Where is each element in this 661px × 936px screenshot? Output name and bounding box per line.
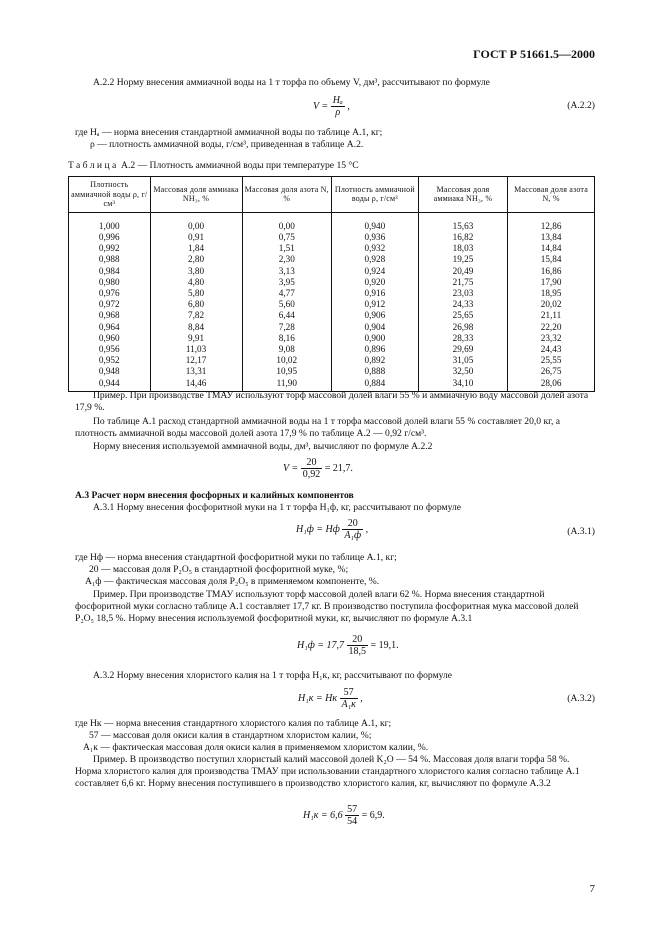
- table-cell: 11,90: [242, 378, 331, 392]
- formula-example1-fraction: [301, 457, 323, 480]
- definition-a1k: A₁к — фактическая массовая доля окиси калия в применяемом хлористом калии, %.: [83, 741, 429, 753]
- table-cell: 14,46: [150, 378, 242, 392]
- table-cell: 16,86: [508, 266, 595, 277]
- table-cell: 2,30: [242, 254, 331, 265]
- table-cell: 6,80: [150, 299, 242, 310]
- example1-p3: Норму внесения используемой аммиачной воды, дм³, вычисляют по формуле А.2.2: [93, 441, 433, 452]
- formula-a31-lhs: H₁ф = Hф: [296, 523, 340, 535]
- table-row: [69, 322, 595, 333]
- table-cell: 15,84: [508, 254, 595, 265]
- table-cell: 0,996: [69, 232, 151, 243]
- formula-a32-lhs: H₁к = Hк: [298, 692, 338, 704]
- formula-example2-lhs: H₁ф = 17,7: [297, 639, 345, 651]
- definition-hf: где Hф — норма внесения стандартной фосфоритной муки по таблице А.1, кг;: [75, 552, 397, 563]
- table-row: [69, 232, 595, 243]
- table-cell: 0,984: [69, 266, 151, 277]
- table-cell: 18,95: [508, 288, 595, 299]
- table-cell: 8,84: [150, 322, 242, 333]
- table-cell: 25,65: [418, 310, 507, 321]
- formula-example2-fraction: [347, 634, 369, 657]
- formula-example3-denominator: 54: [347, 816, 358, 827]
- table-cell: 8,16: [242, 333, 331, 344]
- table-cell: 0,916: [331, 288, 418, 299]
- table-cell: 24,43: [508, 344, 595, 355]
- table-row: [69, 355, 595, 366]
- table-cell: 1,84: [150, 243, 242, 254]
- section-a31-definitions: [75, 552, 595, 588]
- section-a32-text: А.3.2 Норму внесения хлористого калия на 1 т торфа H₁к, кг, рассчитывают по формуле: [93, 670, 453, 681]
- table-header-5: Массовая доля аммиака NH₃, %: [418, 177, 507, 213]
- formula-example2-rhs: = 19,1.: [370, 639, 399, 651]
- table-cell: 14,84: [508, 243, 595, 254]
- table-row: [69, 299, 595, 310]
- table-row: [69, 366, 595, 377]
- table-row: [69, 277, 595, 288]
- table-caption-text: А.2 — Плотность аммиачной воды при температуре 15 °С: [121, 160, 359, 171]
- table-row: [69, 212, 595, 232]
- table-cell: 13,84: [508, 232, 595, 243]
- table-cell: 13,31: [150, 366, 242, 377]
- table-header-4: Плотность аммиачной воды ρ, г/см³: [331, 177, 418, 213]
- table-cell: 0,924: [331, 266, 418, 277]
- formula-example3-fraction: [345, 804, 359, 827]
- table-header-6: Массовая доля азота N, %: [508, 177, 595, 213]
- table-cell: 0,884: [331, 378, 418, 392]
- formula-example3-lhs: H₁к = 6,6: [303, 809, 343, 821]
- example2-text: Пример. При производстве ТМАУ используют торф массовой долей влаги 62 %. Норма внесения стандартной фосфоритной муки согласно таблице А.1 составляет 17,7 кг. В производство поступила фосфоритная мука массовой долей P₂O₅ 18,5 %. Норму внесения используемой фосфоритной муки, кг, вычисляют по формуле А.3.1: [75, 589, 579, 624]
- table-cell: 24,33: [418, 299, 507, 310]
- table-row: [69, 266, 595, 277]
- table-cell: 1,51: [242, 243, 331, 254]
- table-cell: 31,05: [418, 355, 507, 366]
- formula-example3-numerator: 57: [347, 804, 358, 815]
- table-row: [69, 344, 595, 355]
- formula-a31-fraction: [342, 518, 363, 541]
- formula-a22-fraction: [331, 95, 345, 118]
- table-row: [69, 333, 595, 344]
- table-cell: 0,940: [331, 212, 418, 232]
- table-cell: 0,976: [69, 288, 151, 299]
- table-cell: 29,69: [418, 344, 507, 355]
- table-cell: 7,28: [242, 322, 331, 333]
- table-cell: 0,936: [331, 232, 418, 243]
- table-cell: 0,944: [69, 378, 151, 392]
- table-cell: 26,75: [508, 366, 595, 377]
- definition-ha: где Hₐ — норма внесения стандартной аммиачной воды по таблице А.1, кг;: [75, 127, 383, 138]
- definition-a1f: A₁ф — фактическая массовая доля P₂O₅ в применяемом компоненте, %.: [85, 575, 380, 587]
- table-cell: 26,98: [418, 322, 507, 333]
- document-id: ГОСТ Р 51661.5—2000: [473, 47, 595, 61]
- formula-a32: [298, 687, 363, 710]
- table-cell: 28,06: [508, 378, 595, 392]
- table-cell: 16,82: [418, 232, 507, 243]
- table-row: [69, 310, 595, 321]
- formula-example1-numerator: 20: [301, 457, 323, 469]
- formula-a22-denominator: ρ: [335, 107, 341, 118]
- table-cell: 0,992: [69, 243, 151, 254]
- table-cell: 9,91: [150, 333, 242, 344]
- formula-example3-rhs: = 6,9.: [361, 809, 385, 821]
- table-cell: 1,000: [69, 212, 151, 232]
- table-cell: 34,10: [418, 378, 507, 392]
- definition-57: 57 — массовая доля окиси калия в стандартном хлористом калии, %;: [89, 729, 372, 741]
- table-cell: 0,920: [331, 277, 418, 288]
- formula-a22-number: (А.2.2): [567, 100, 595, 111]
- table-cell: 0,968: [69, 310, 151, 321]
- table-cell: 5,80: [150, 288, 242, 299]
- table-cell: 0,928: [331, 254, 418, 265]
- section-a22-definitions: [75, 127, 595, 151]
- section-a31-text: А.3.1 Норму внесения фосфоритной муки на 1 т торфа H₁ф, кг, рассчитывают по формуле: [93, 502, 461, 513]
- table-header-2: Массовая доля аммиака NH₃, %: [150, 177, 242, 213]
- formula-a31-numerator: 20: [342, 518, 363, 530]
- table-cell: 0,932: [331, 243, 418, 254]
- table-cell: 3,95: [242, 277, 331, 288]
- table-header-row: [69, 177, 595, 213]
- formula-a32-number: (А.3.2): [567, 693, 595, 704]
- table-cell: 0,904: [331, 322, 418, 333]
- table-cell: 12,86: [508, 212, 595, 232]
- table-cell: 0,888: [331, 366, 418, 377]
- table-cell: 18,03: [418, 243, 507, 254]
- formula-example1-lhs: V =: [283, 462, 299, 474]
- section-a22-text: А.2.2 Норму внесения аммиачной воды на 1 т торфа по объему V, дм³, рассчитывают по формуле: [93, 77, 490, 88]
- table-cell: 0,988: [69, 254, 151, 265]
- definition-20: 20 — массовая доля P₂O₅ в стандартной фосфоритной муке, %;: [89, 563, 349, 575]
- table-cell: 0,948: [69, 366, 151, 377]
- table-cell: 3,13: [242, 266, 331, 277]
- table-cell: 4,77: [242, 288, 331, 299]
- definition-rho: ρ — плотность аммиачной воды, г/см³, приведенная в таблице А.2.: [90, 138, 364, 150]
- formula-example1-rhs: = 21,7.: [324, 462, 353, 474]
- table-cell: 7,82: [150, 310, 242, 321]
- example1-p1: Пример. При производстве ТМАУ используют торф массовой долей влаги 55 % и аммиачную воду массовой долей азота 17,9 %.: [75, 390, 589, 413]
- table-cell: 23,32: [508, 333, 595, 344]
- table-cell: 10,95: [242, 366, 331, 377]
- table-cell: 0,00: [150, 212, 242, 232]
- table-cell: 0,896: [331, 344, 418, 355]
- formula-example3: [303, 804, 385, 827]
- formula-example1: [283, 457, 353, 480]
- density-table: [68, 176, 595, 392]
- table-cell: 0,912: [331, 299, 418, 310]
- table-cell: 4,80: [150, 277, 242, 288]
- table-cell: 20,02: [508, 299, 595, 310]
- formula-example1-denominator: 0,92: [302, 469, 321, 480]
- table-cell: 15,63: [418, 212, 507, 232]
- table-caption-word: Таблица: [68, 160, 119, 171]
- table-cell: 0,00: [242, 212, 331, 232]
- formula-a32-fraction: [340, 687, 358, 710]
- table-cell: 11,03: [150, 344, 242, 355]
- table-row: [69, 288, 595, 299]
- formula-a32-denominator: A₁к: [341, 699, 356, 710]
- formula-a22-lhs: V =: [313, 100, 329, 112]
- formula-example2: [297, 634, 399, 657]
- formula-a32-numerator: 57: [340, 687, 358, 699]
- table-cell: 25,55: [508, 355, 595, 366]
- table-cell: 0,964: [69, 322, 151, 333]
- table-row: [69, 254, 595, 265]
- table-cell: 6,44: [242, 310, 331, 321]
- formula-example2-numerator: 20: [347, 634, 369, 646]
- table-header-3: Массовая доля азота N, %: [242, 177, 331, 213]
- formula-a31-number: (А.3.1): [567, 526, 595, 537]
- table-cell: 0,75: [242, 232, 331, 243]
- table-cell: 10,02: [242, 355, 331, 366]
- table-cell: 3,80: [150, 266, 242, 277]
- table-cell: 0,960: [69, 333, 151, 344]
- page-number: 7: [589, 883, 595, 895]
- table-cell: 28,33: [418, 333, 507, 344]
- section-a32-definitions: [75, 718, 595, 754]
- table-cell: 0,900: [331, 333, 418, 344]
- section-a3-heading: А.3 Расчет норм внесения фосфорных и калийных компонентов: [75, 490, 354, 501]
- table-body: [69, 212, 595, 391]
- table-cell: 32,50: [418, 366, 507, 377]
- table-cell: 21,11: [508, 310, 595, 321]
- formula-a31: [296, 518, 368, 541]
- table-header-1: Плотность аммиачной воды ρ, г/см³: [69, 177, 151, 213]
- formula-a31-tail: ,: [365, 523, 369, 535]
- table-caption: [68, 160, 359, 172]
- example1-p2: По таблице А.1 расход стандартной аммиачной воды на 1 т торфа массовой долей влаги 55 % составляет 20,0 кг, а плотность аммиачной воды массовой долей азота 17,9 % по таблице А.2 — 0,92 г/см³.: [75, 416, 561, 439]
- table-cell: 22,20: [508, 322, 595, 333]
- formula-example2-denominator: 18,5: [348, 646, 367, 657]
- table-cell: 17,90: [508, 277, 595, 288]
- table-cell: 23,03: [418, 288, 507, 299]
- table-cell: 19,25: [418, 254, 507, 265]
- table-cell: 20,49: [418, 266, 507, 277]
- formula-a22-tail: ,: [347, 100, 350, 112]
- table-cell: 5,60: [242, 299, 331, 310]
- table-row: [69, 243, 595, 254]
- table-cell: 0,972: [69, 299, 151, 310]
- table-cell: 0,952: [69, 355, 151, 366]
- formula-a22-numerator: Hₐ: [332, 95, 343, 106]
- example3-text: Пример. В производство поступил хлористый калий массовой долей K₂O — 54 %. Массовая доля влаги торфа 58 %. Норма хлористого калия для производства ТМАУ при использовании стандартного хлористого калия согласно таблице А.1 составляет 6,6 кг. Норму внесения поступившего в производство хлористого калия, кг, вычисляют по формуле А.3.2: [75, 754, 580, 789]
- table-cell: 2,80: [150, 254, 242, 265]
- table-cell: 0,906: [331, 310, 418, 321]
- table-cell: 0,892: [331, 355, 418, 366]
- table-cell: 9,08: [242, 344, 331, 355]
- formula-a31-denominator: A₁ф: [344, 530, 362, 541]
- table-cell: 0,91: [150, 232, 242, 243]
- formula-a22: [313, 95, 350, 118]
- formula-a32-tail: ,: [360, 692, 363, 704]
- table-cell: 0,956: [69, 344, 151, 355]
- table-cell: 12,17: [150, 355, 242, 366]
- definition-hk: где Hк — норма внесения стандартного хлористого калия по таблице А.1, кг;: [75, 718, 392, 729]
- table-cell: 0,980: [69, 277, 151, 288]
- table-cell: 21,75: [418, 277, 507, 288]
